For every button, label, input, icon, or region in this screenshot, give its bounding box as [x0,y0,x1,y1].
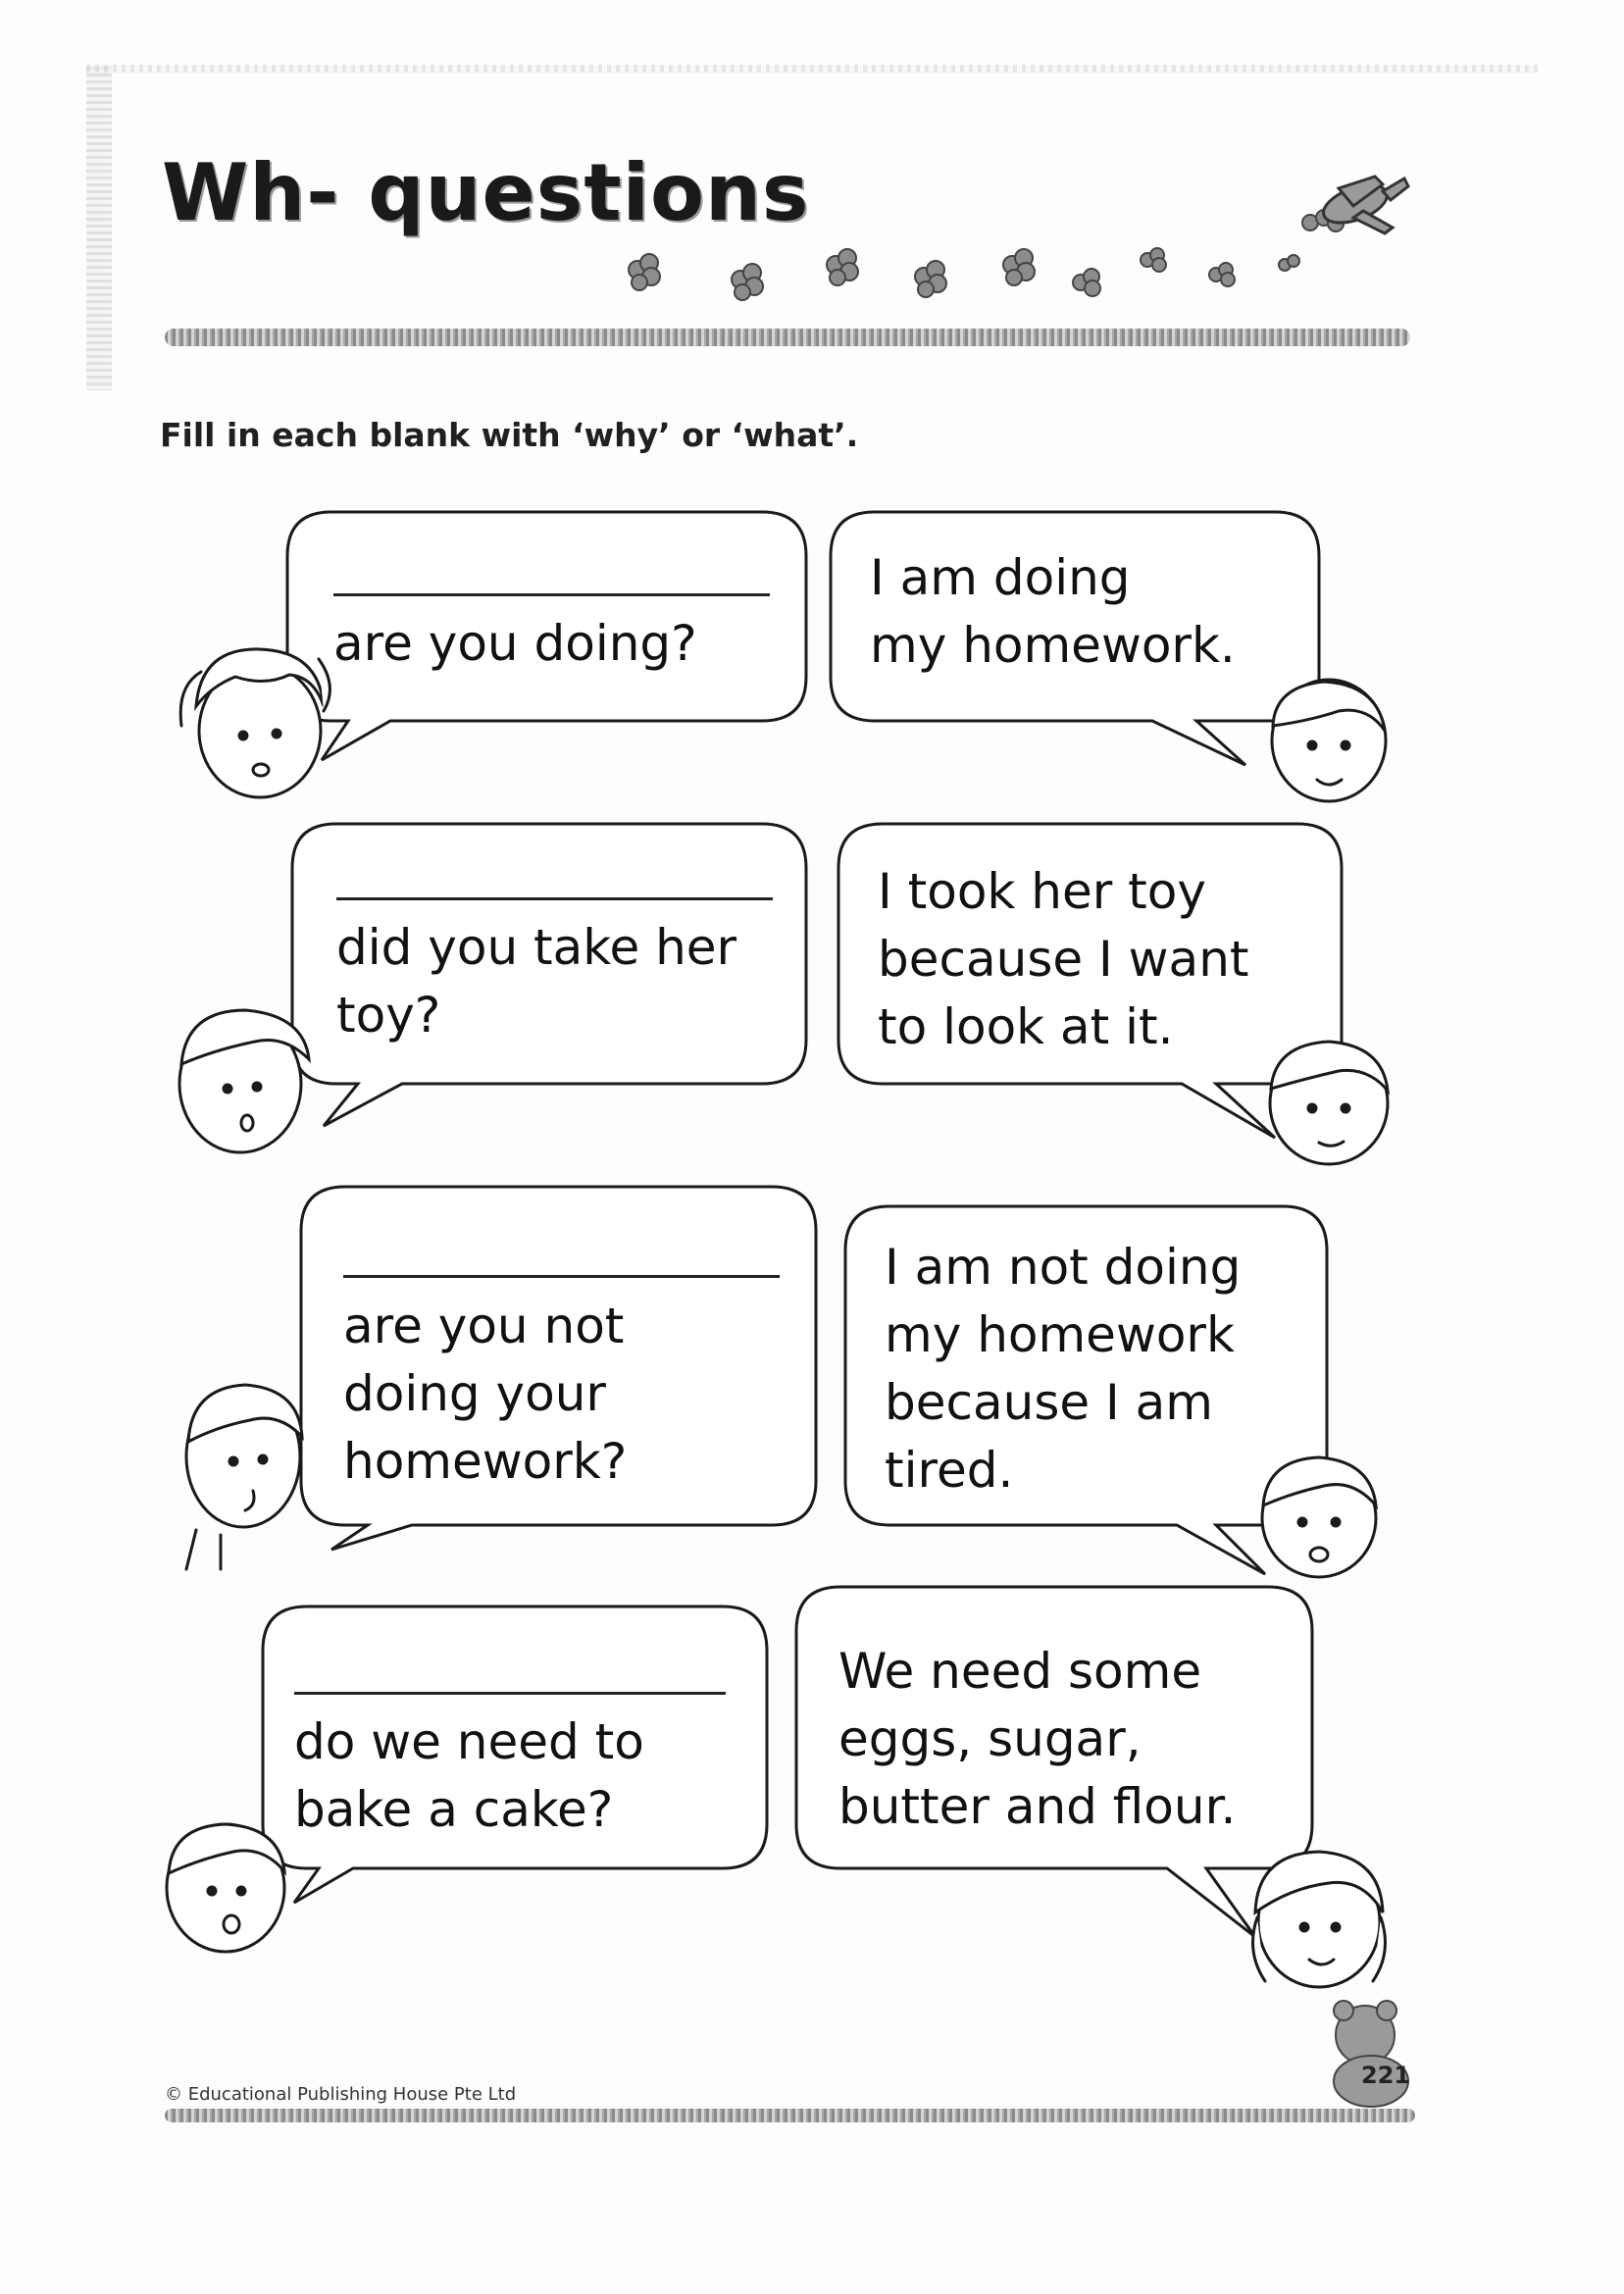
answer-blank-3[interactable] [343,1275,780,1278]
boy-face-icon [186,1385,302,1569]
question-text-2: did you take her toy? [336,919,737,1044]
question-text-3: are you not doing your homework? [343,1298,628,1490]
answer-text-2: I took her toy because I want to look at it. [878,863,1249,1055]
boy-face-icon [1270,1042,1388,1164]
question-text-4: do we need to bake a cake? [294,1713,644,1838]
bottom-divider [165,2109,1415,2122]
page-title: Wh- questions [162,147,810,238]
answer-blank-4[interactable] [294,1692,726,1695]
girl-face-icon [180,649,330,797]
answer-blank-1[interactable] [333,593,770,596]
answer-text-1: I am doing my homework. [870,549,1236,674]
page-number: 221 [1361,2062,1411,2089]
answer-blank-2[interactable] [336,897,773,900]
question-text-1: are you doing? [333,615,697,672]
boy-face-icon [179,1010,309,1152]
instructions: Fill in each blank with ‘why’ or ‘what’. [160,416,859,454]
boy-face-icon [1262,1457,1376,1577]
bear-mascot-icon [1334,2001,1411,2107]
copyright-footer: © Educational Publishing House Pte Ltd [165,2084,517,2105]
boy-face-icon [167,1824,284,1952]
answer-text-4: We need some eggs, sugar, butter and flour. [838,1643,1237,1835]
girl-face-icon [1253,1852,1386,1987]
boy-face-icon [1272,680,1386,801]
answer-text-3: I am not doing my homework because I am tired. [885,1239,1242,1499]
